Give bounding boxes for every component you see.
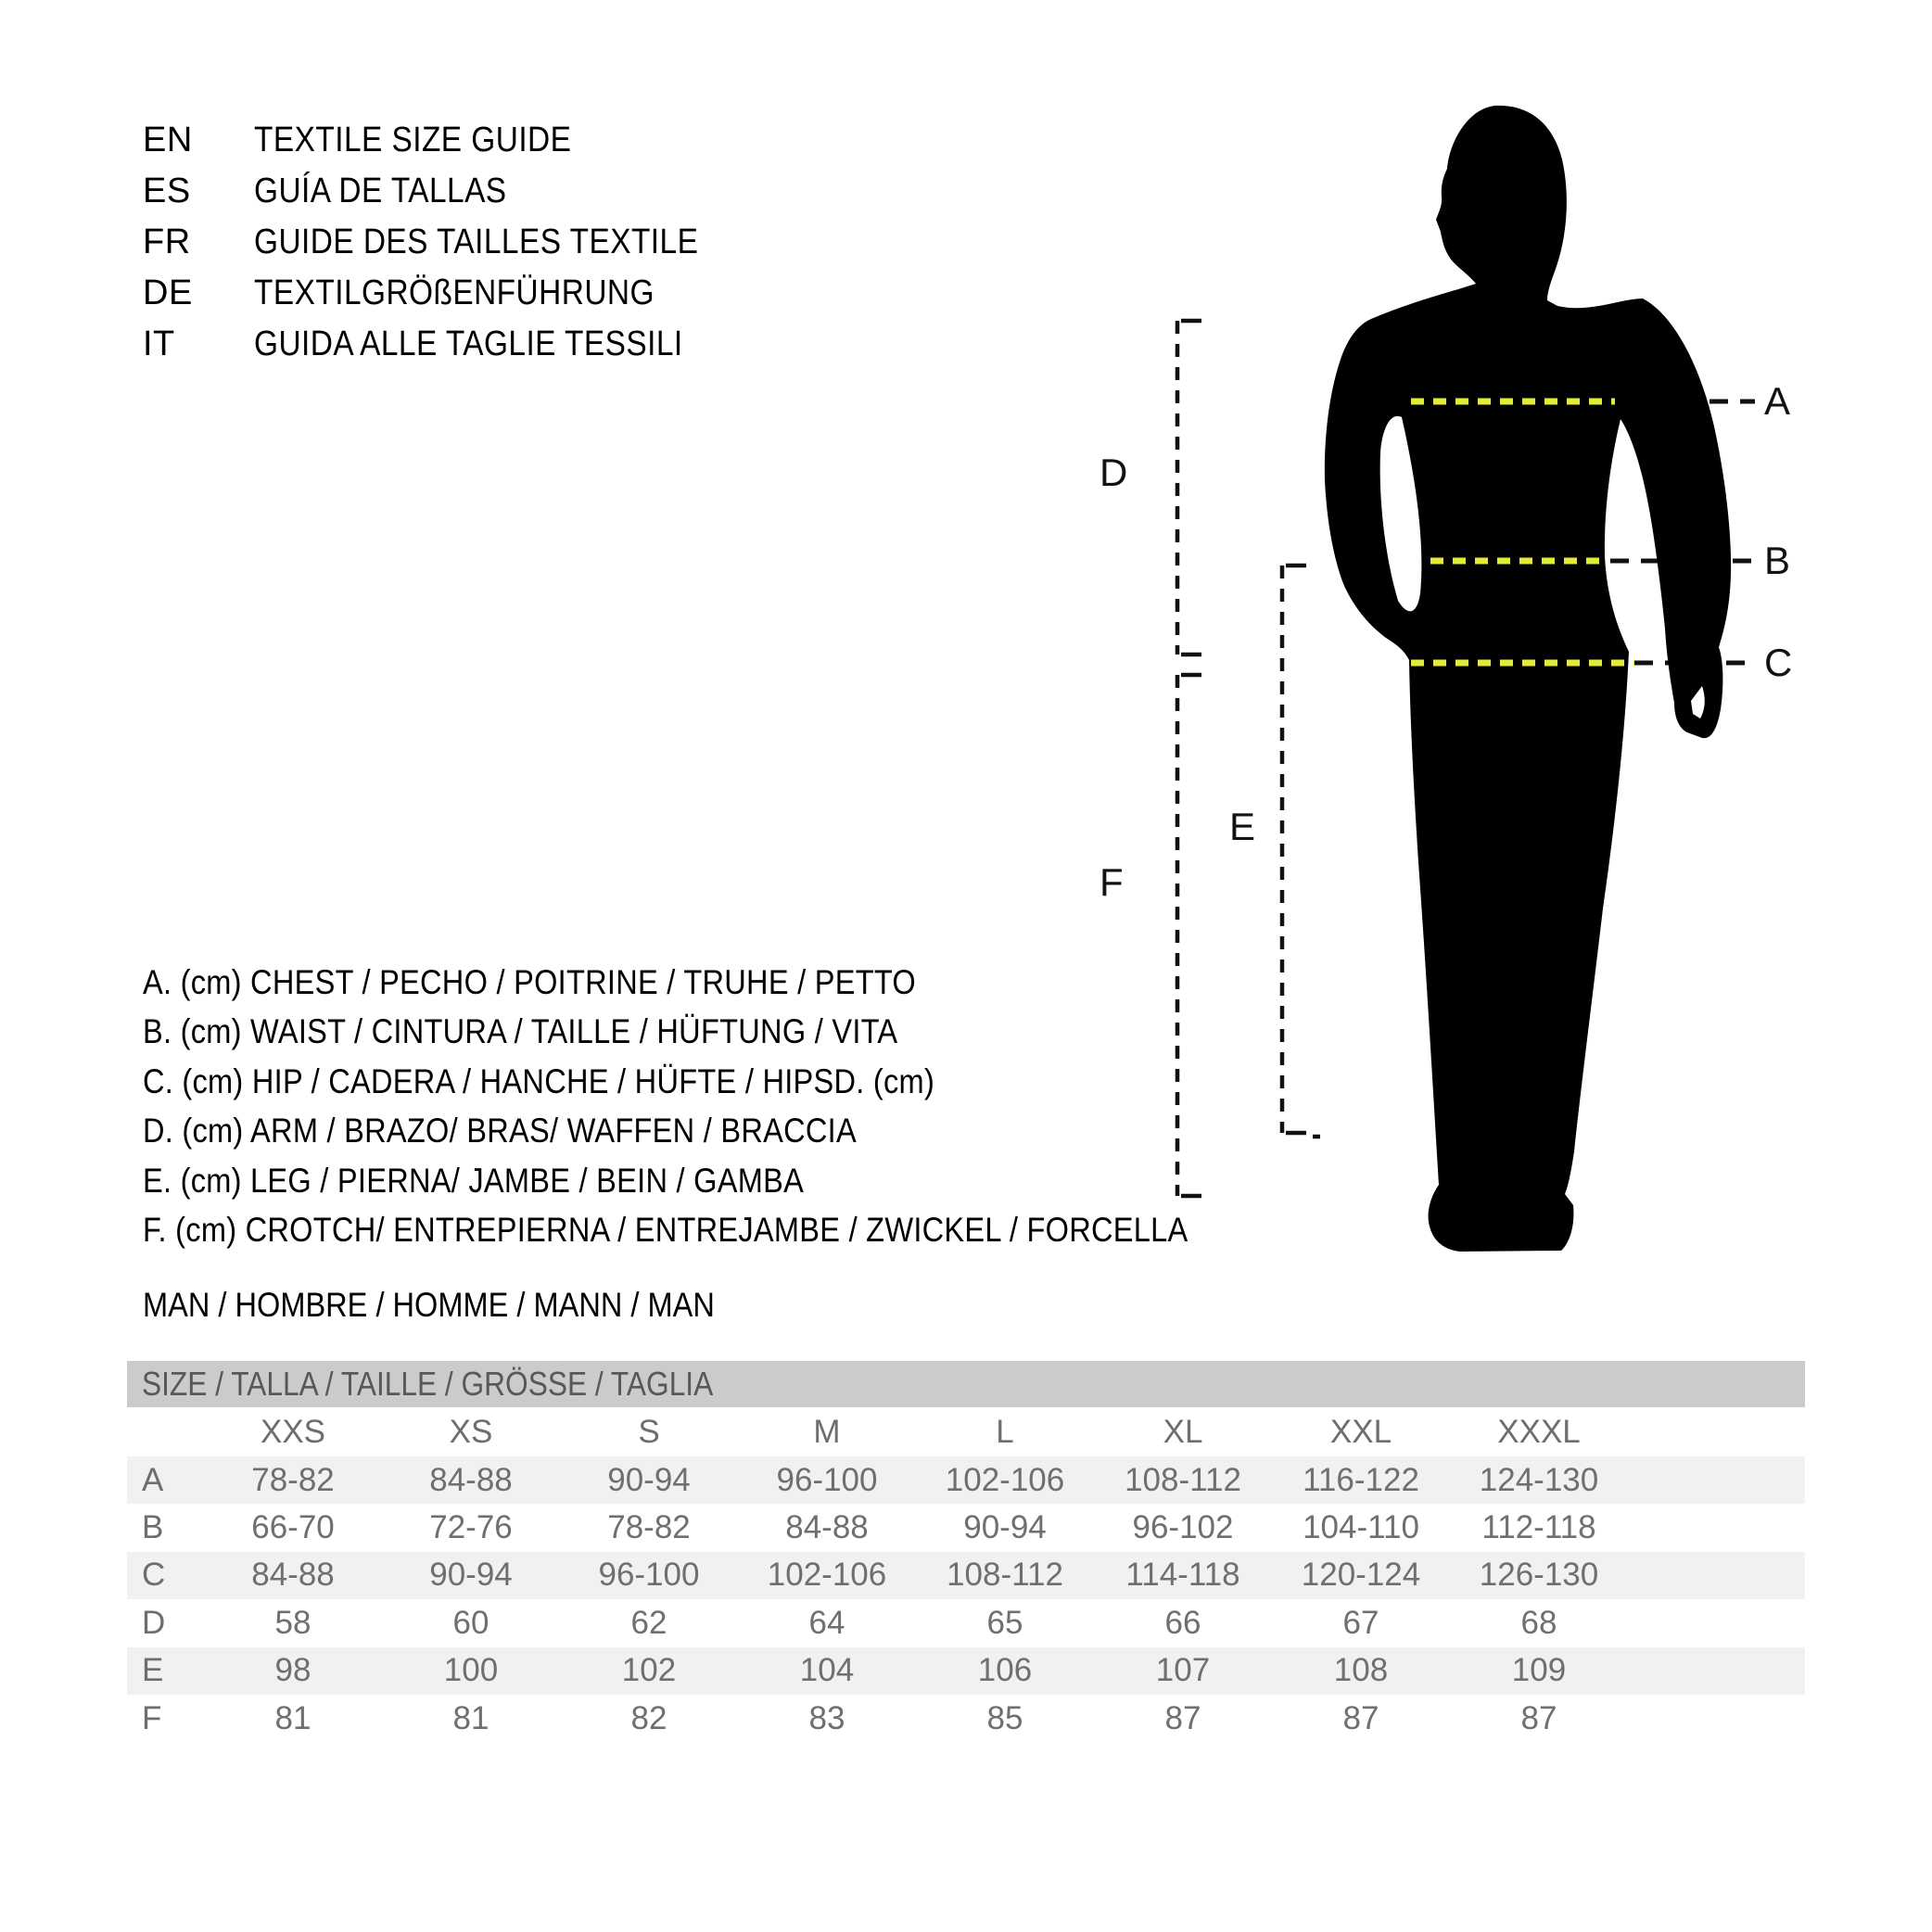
cell: 114-118 <box>1125 1557 1240 1594</box>
cell: 84-88 <box>251 1557 335 1594</box>
cell: 109 <box>1511 1652 1567 1689</box>
row-label: B <box>142 1509 164 1546</box>
lang-code: ES <box>143 172 191 210</box>
size-col-xl: XL <box>1163 1413 1203 1450</box>
size-table <box>127 1361 1805 1742</box>
cell: 96-100 <box>776 1461 878 1498</box>
cell: 107 <box>1155 1652 1211 1689</box>
cell: 66-70 <box>251 1509 335 1546</box>
cell: 60 <box>452 1604 489 1641</box>
cell: 124-130 <box>1479 1461 1599 1498</box>
cell: 62 <box>630 1604 667 1641</box>
cell: 87 <box>1520 1699 1557 1736</box>
table-row-d <box>127 1599 1805 1646</box>
lang-code: FR <box>143 222 191 261</box>
row-label: A <box>142 1461 164 1498</box>
cell: 87 <box>1164 1699 1201 1736</box>
page-title: TEXTILE SIZE GUIDE <box>254 121 572 159</box>
size-table-header <box>127 1361 1805 1407</box>
cell: 81 <box>274 1699 311 1736</box>
size-col-l: L <box>996 1413 1014 1450</box>
lang-title-text: GUIDE DES TAILLES TEXTILE <box>254 222 699 261</box>
row-label: C <box>142 1557 166 1594</box>
cell: 102-106 <box>767 1557 887 1594</box>
cell: 68 <box>1520 1604 1557 1641</box>
cell: 104 <box>799 1652 855 1689</box>
label-chest-a: A <box>1764 379 1791 423</box>
cell: 108 <box>1333 1652 1389 1689</box>
cell: 112-118 <box>1481 1509 1596 1546</box>
legend-line-a: A. (cm) CHEST / PECHO / POITRINE / TRUHE / PETTO <box>143 963 917 1001</box>
cell: 90-94 <box>607 1461 691 1498</box>
cell: 102 <box>621 1652 677 1689</box>
label-waist-b: B <box>1764 539 1791 582</box>
table-row-e <box>127 1647 1805 1695</box>
cell: 126-130 <box>1479 1557 1599 1594</box>
cell: 82 <box>630 1699 667 1736</box>
table-row-f <box>127 1695 1805 1742</box>
cell: 116-122 <box>1303 1461 1419 1498</box>
label-arm-d: D <box>1099 451 1128 494</box>
cell: 90-94 <box>429 1557 513 1594</box>
size-col-xs: XS <box>449 1413 493 1450</box>
cell: 84-88 <box>785 1509 869 1546</box>
cell: 65 <box>986 1604 1023 1641</box>
lang-code: IT <box>143 324 175 363</box>
cell: 120-124 <box>1301 1557 1421 1594</box>
label-hip-c: C <box>1764 641 1793 684</box>
size-labels-row <box>127 1407 1805 1456</box>
table-row-c <box>127 1552 1805 1599</box>
size-col-xxxl: XXXL <box>1497 1413 1581 1450</box>
cell: 64 <box>808 1604 845 1641</box>
label-crotch-f: F <box>1099 860 1124 904</box>
lang-title-text: GUÍA DE TALLAS <box>254 172 507 210</box>
size-col-xxs: XXS <box>260 1413 326 1450</box>
size-col-m: M <box>813 1413 841 1450</box>
row-label: D <box>142 1604 166 1641</box>
cell: 90-94 <box>963 1509 1047 1546</box>
size-col-s: S <box>638 1413 660 1450</box>
gender-line: MAN / HOMBRE / HOMME / MANN / MAN <box>143 1286 715 1324</box>
cell: 66 <box>1164 1604 1201 1641</box>
cell: 96-100 <box>598 1557 700 1594</box>
cell: 85 <box>986 1699 1023 1736</box>
cell: 78-82 <box>607 1509 691 1546</box>
lang-title-text: GUIDA ALLE TAGLIE TESSILI <box>254 324 683 363</box>
cell: 78-82 <box>251 1461 335 1498</box>
cell: 98 <box>274 1652 311 1689</box>
cell: 87 <box>1342 1699 1379 1736</box>
cell: 81 <box>452 1699 489 1736</box>
label-leg-e: E <box>1229 805 1256 848</box>
table-row-a <box>127 1456 1805 1504</box>
cell: 108-112 <box>1125 1461 1241 1498</box>
cell: 72-76 <box>429 1509 513 1546</box>
lang-title-text: TEXTILGRÖßENFÜHRUNG <box>254 273 655 312</box>
cell: 106 <box>977 1652 1033 1689</box>
size-table-header-text: SIZE / TALLA / TAILLE / GRÖSSE / TAGLIA <box>142 1365 714 1403</box>
cell: 108-112 <box>947 1557 1063 1594</box>
cell: 102-106 <box>945 1461 1065 1498</box>
cell: 84-88 <box>429 1461 513 1498</box>
cell: 58 <box>274 1604 311 1641</box>
legend-line-e: E. (cm) LEG / PIERNA/ JAMBE / BEIN / GAMBA <box>143 1162 805 1200</box>
size-col-xxl: XXL <box>1329 1413 1392 1450</box>
lang-code: DE <box>143 273 193 312</box>
man-silhouette <box>1325 106 1731 1252</box>
legend-line-f: F. (cm) CROTCH/ ENTREPIERNA / ENTREJAMBE / ZWICKEL / FORCELLA <box>143 1211 1188 1249</box>
cell: 100 <box>443 1652 499 1689</box>
table-row-b <box>127 1504 1805 1551</box>
cell: 83 <box>808 1699 845 1736</box>
cell: 96-102 <box>1132 1509 1234 1546</box>
cell: 104-110 <box>1303 1509 1419 1546</box>
row-label: E <box>142 1652 164 1689</box>
legend-line-b: B. (cm) WAIST / CINTURA / TAILLE / HÜFTUNG / VITA <box>143 1012 898 1050</box>
lang-code: EN <box>143 121 193 159</box>
legend-line-c: C. (cm) HIP / CADERA / HANCHE / HÜFTE / HIPSD. (cm) <box>143 1062 935 1100</box>
row-label: F <box>142 1699 162 1736</box>
legend-line-d: D. (cm) ARM / BRAZO/ BRAS/ WAFFEN / BRACCIA <box>143 1112 857 1150</box>
cell: 67 <box>1342 1604 1379 1641</box>
